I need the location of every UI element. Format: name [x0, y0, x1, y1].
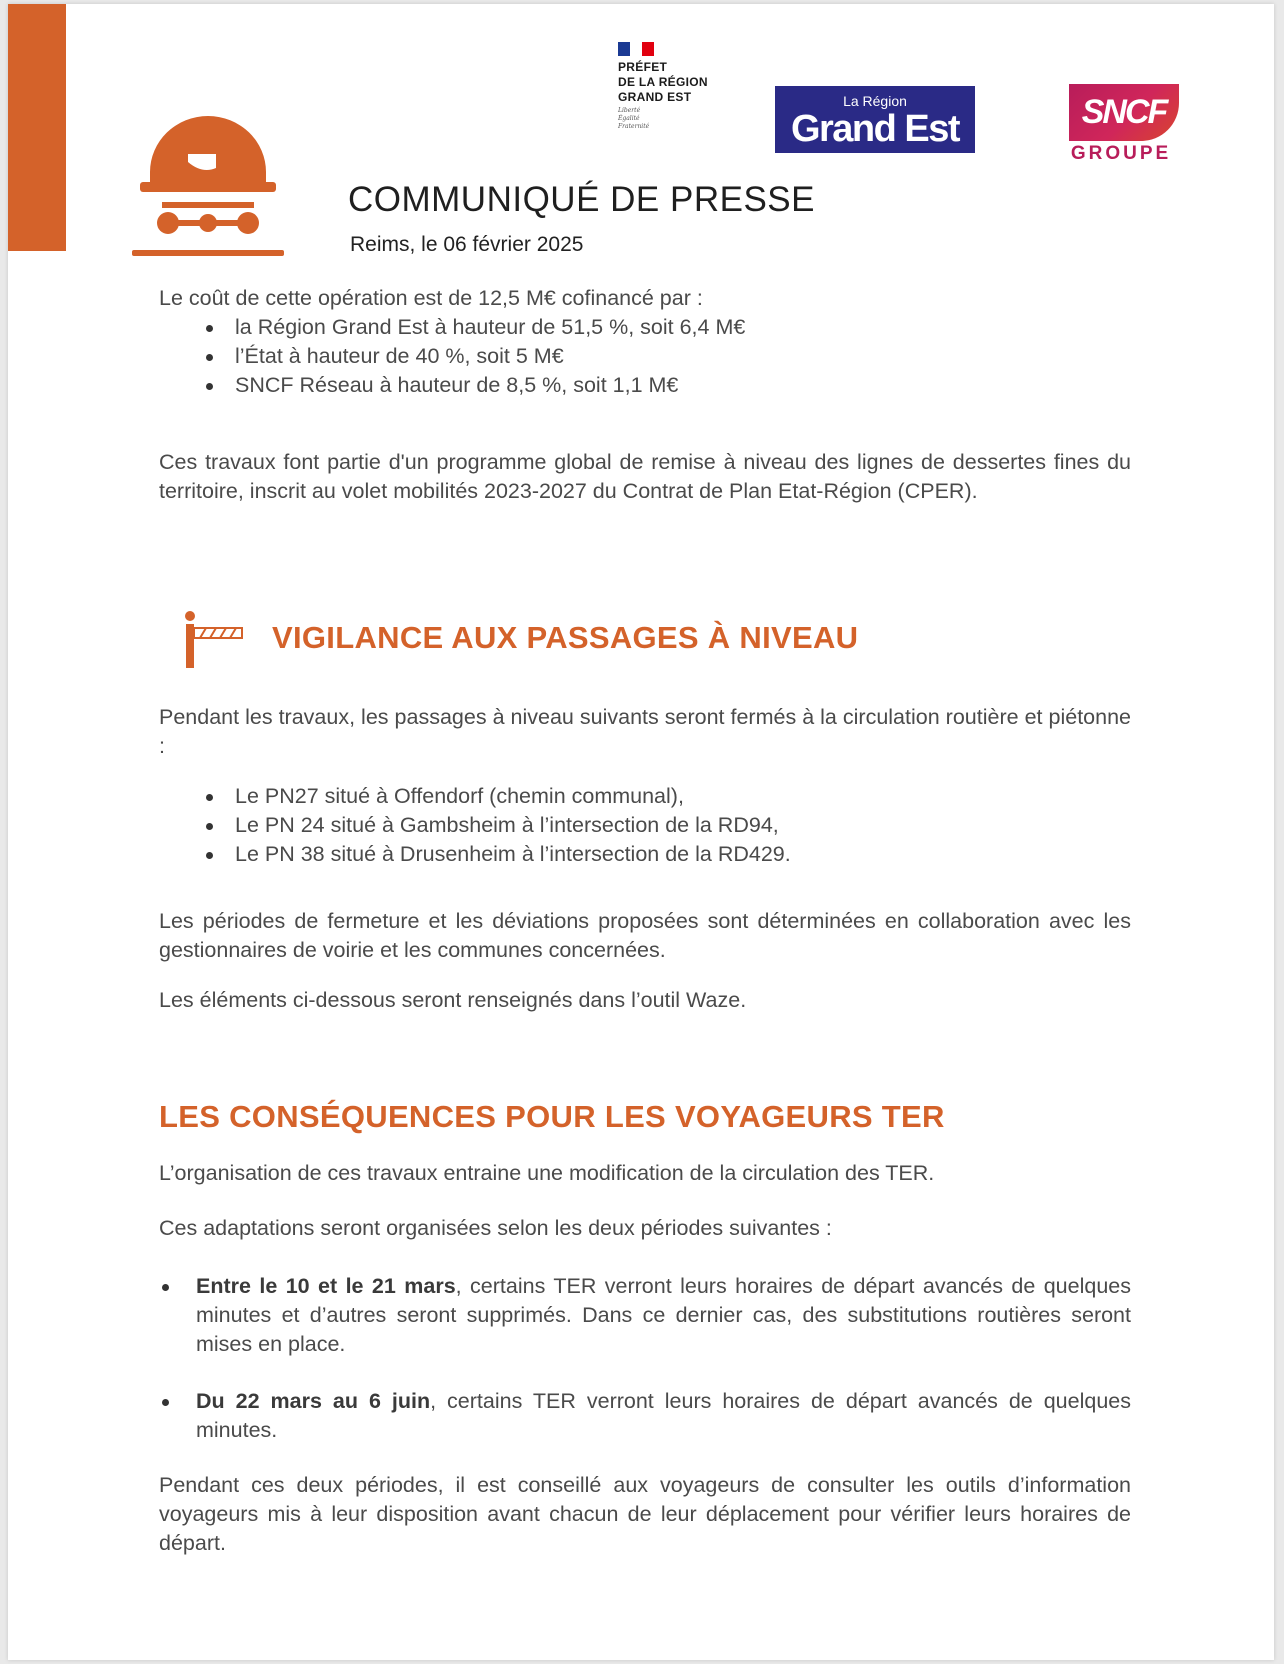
list-item: Le PN27 situé à Offendorf (chemin communal), — [159, 782, 1131, 811]
list-item: SNCF Réseau à hauteur de 8,5 %, soit 1,1 M€ — [159, 371, 1131, 400]
prefet-logo-text: PRÉFET DE LA RÉGION GRAND EST — [618, 60, 708, 104]
region-logo-big-text: Grand Est — [790, 108, 960, 150]
advice-paragraph: Pendant ces deux périodes, il est conseillé aux voyageurs de consulter les outils d’information voyageurs mis à leur disposition avant chacun de leur déplacement pour vérifier leurs horaires de départ. — [159, 1473, 1131, 1555]
vigilance-intro: Pendant les travaux, les passages à niveau suivants seront fermés à la circulation routière et piétonne : — [159, 705, 1131, 758]
construction-worker-icon — [122, 112, 292, 257]
list-item — [159, 1272, 1131, 1359]
sncf-logo-mark: SNCF — [1069, 84, 1179, 141]
region-grand-est-logo — [775, 86, 975, 153]
waze-paragraph: Les éléments ci-dessous seront renseignés dans l’outil Waze. — [159, 988, 747, 1012]
prefet-grand-est-logo — [608, 42, 738, 152]
sncf-logo-groupe: GROUPE — [1070, 143, 1172, 164]
consequences-paragraph-2: Ces adaptations seront organisées selon les deux périodes suivantes : — [159, 1216, 832, 1240]
periods-list — [159, 1272, 1131, 1445]
period-description: , certains TER verront leurs horaires de départ avancés de quelques minutes et d’autres seront supprimés. Dans ce dernier cas, des substitutions routières seront mises en place. — [196, 1274, 1131, 1356]
closure-paragraph: Les périodes de fermeture et les déviations proposées sont déterminées en collaboration avec les gestionnaires de voirie et les communes concernées. — [159, 909, 1131, 962]
list-item — [159, 1387, 1131, 1445]
prefet-logo-motto: Liberté Égalité Fraternité — [618, 107, 650, 130]
accent-side-bar — [8, 4, 66, 251]
level-crossing-barrier-icon — [178, 604, 246, 670]
list-item: Le PN 24 situé à Gambsheim à l’intersection de la RD94, — [159, 811, 1131, 840]
funding-list — [159, 313, 1131, 400]
sncf-groupe-logo — [1061, 84, 1181, 174]
program-paragraph: Ces travaux font partie d'un programme global de remise à niveau des lignes de dessertes fines du territoire, inscrit au volet mobilités 2023-2027 du Contrat de Plan Etat-Région (CPER). — [159, 450, 1131, 503]
period-dates: Du 22 mars au 6 juin — [196, 1389, 431, 1413]
vigilance-title: VIGILANCE AUX PASSAGES À NIVEAU — [272, 620, 859, 655]
consequences-title: LES CONSÉQUENCES POUR LES VOYAGEURS TER — [159, 1099, 945, 1134]
list-item: Le PN 38 situé à Drusenheim à l’intersection de la RD429. — [159, 840, 1131, 869]
period-dates: Entre le 10 et le 21 mars — [196, 1274, 456, 1298]
funding-section — [159, 284, 1131, 400]
press-release-page — [8, 4, 1274, 1660]
document-date: Reims, le 06 février 2025 — [350, 233, 584, 256]
list-item: la Région Grand Est à hauteur de 51,5 %, soit 6,4 M€ — [159, 313, 1131, 342]
document-title: COMMUNIQUÉ DE PRESSE — [348, 180, 815, 219]
list-item: l’État à hauteur de 40 %, soit 5 M€ — [159, 342, 1131, 371]
level-crossing-list-section — [159, 782, 1131, 869]
consequences-paragraph-1: L’organisation de ces travaux entraine une modification de la circulation des TER. — [159, 1161, 935, 1185]
period-description: , certains TER verront leurs horaires de départ avancés de quelques minutes. — [196, 1389, 1131, 1442]
funding-intro: Le coût de cette opération est de 12,5 M€ cofinancé par : — [159, 286, 703, 310]
region-logo-small-text: La Région — [843, 93, 907, 109]
level-crossing-list — [159, 782, 1131, 869]
french-flag-icon — [618, 42, 654, 56]
periods-section — [159, 1272, 1131, 1473]
